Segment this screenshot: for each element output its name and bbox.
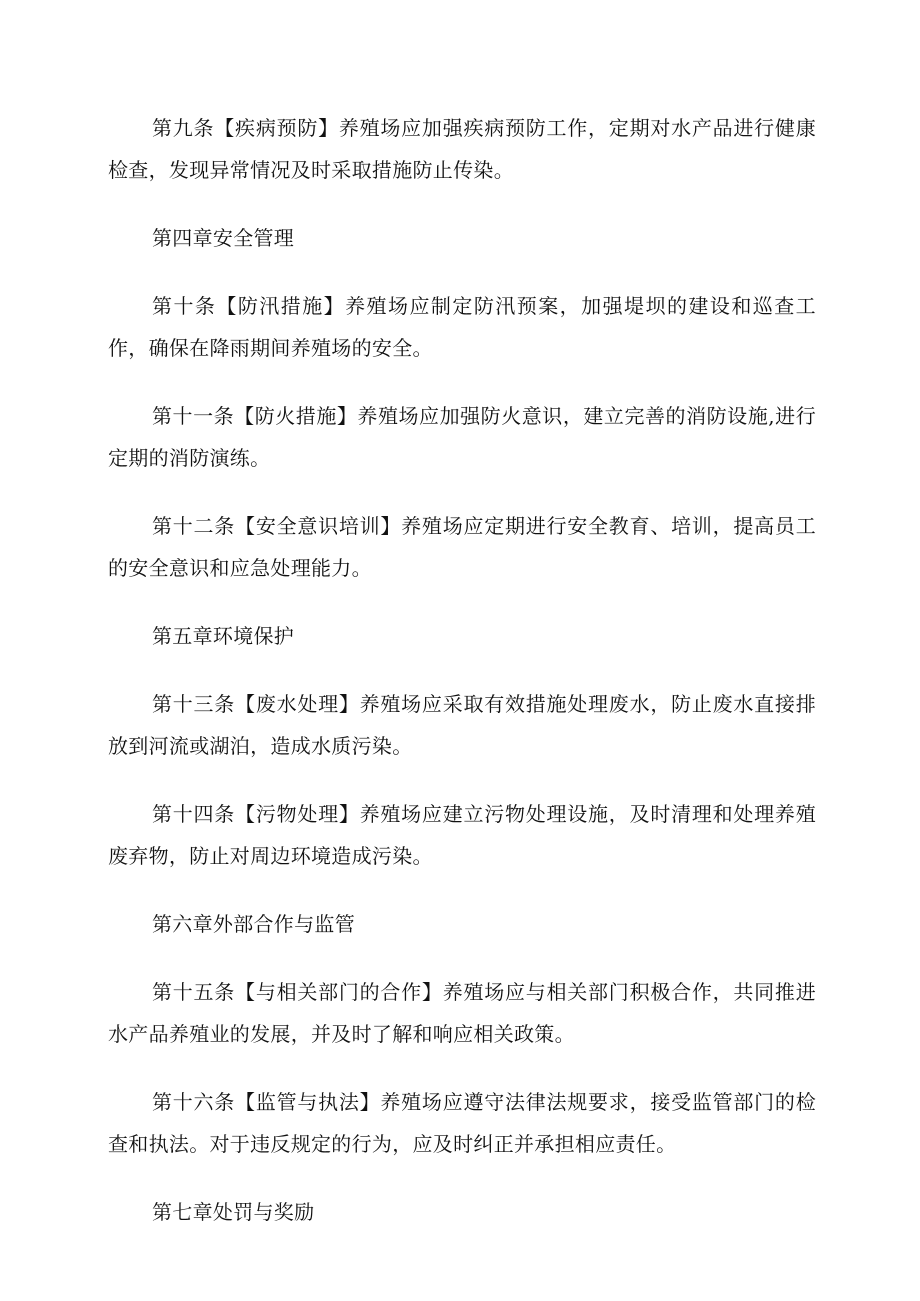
chapter-4-heading: 第四章安全管理 bbox=[152, 226, 295, 250]
article-12-paragraph: 第十二条【安全意识培训】养殖场应定期进行安全教育、培训，提高员工的安全意识和应急处理能力。 bbox=[108, 514, 816, 580]
article-16-paragraph: 第十六条【监管与执法】养殖场应遵守法律法规要求，接受监管部门的检查和执法。对于违反规定的行为，应及时纠正并承担相应责任。 bbox=[108, 1090, 816, 1156]
chapter-5-heading: 第五章环境保护 bbox=[152, 624, 295, 648]
chapter-7-heading: 第七章处罚与奖励 bbox=[152, 1200, 315, 1224]
article-11-paragraph: 第十一条【防火措施】养殖场应加强防火意识，建立完善的消防设施,进行定期的消防演练。 bbox=[108, 404, 816, 470]
document-body bbox=[108, 107, 816, 1259]
article-13-paragraph: 第十三条【废水处理】养殖场应采取有效措施处理废水，防止废水直接排放到河流或湖泊，造成水质污染。 bbox=[108, 692, 816, 758]
article-9-paragraph: 第九条【疾病预防】养殖场应加强疾病预防工作，定期对水产品进行健康检查，发现异常情况及时采取措施防止传染。 bbox=[108, 116, 816, 182]
chapter-6-heading: 第六章外部合作与监管 bbox=[152, 912, 355, 936]
article-14-paragraph: 第十四条【污物处理】养殖场应建立污物处理设施，及时清理和处理养殖废弃物，防止对周边环境造成污染。 bbox=[108, 802, 816, 868]
article-10-paragraph: 第十条【防汛措施】养殖场应制定防汛预案，加强堤坝的建设和巡查工作，确保在降雨期间养殖场的安全。 bbox=[108, 294, 816, 360]
article-15-paragraph: 第十五条【与相关部门的合作】养殖场应与相关部门积极合作，共同推进水产品养殖业的发展，并及时了解和响应相关政策。 bbox=[108, 980, 816, 1046]
